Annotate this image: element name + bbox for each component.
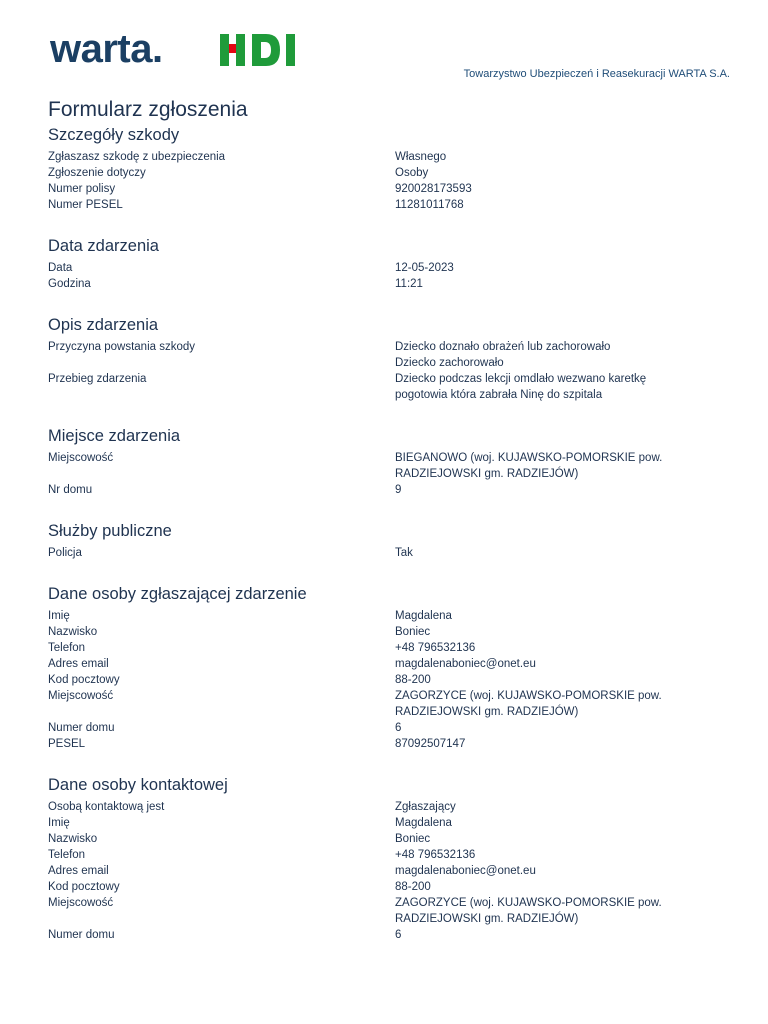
- field-value: Osoby: [395, 167, 429, 179]
- form-section: [48, 425, 738, 498]
- field-label: Miejscowość: [48, 452, 114, 464]
- field-label: Nazwisko: [48, 833, 98, 845]
- field-label: Osobą kontaktową jest: [48, 801, 165, 813]
- field-value: magdalenaboniec@onet.eu: [395, 658, 536, 670]
- hdi-logo: [220, 32, 320, 68]
- field-value: 11281011768: [395, 199, 464, 211]
- field-row: [48, 656, 738, 672]
- field-value: 11:21: [395, 278, 423, 290]
- field-value: Magdalena: [395, 817, 452, 829]
- field-row: [48, 545, 738, 561]
- field-row: [48, 165, 738, 181]
- form-section: [48, 235, 738, 292]
- field-row: [48, 879, 738, 895]
- field-value: ZAGORZYCE (woj. KUJAWSKO-POMORSKIE pow. RADZIEJOWSKI gm. RADZIEJÓW): [395, 897, 662, 925]
- field-value: BIEGANOWO (woj. KUJAWSKO-POMORSKIE pow. RADZIEJOWSKI gm. RADZIEJÓW): [395, 452, 663, 480]
- field-label: Adres email: [48, 658, 109, 670]
- field-row: [48, 181, 738, 197]
- field-row: [48, 847, 738, 863]
- field-label: Przyczyna powstania szkody: [48, 341, 196, 353]
- field-row: [48, 927, 738, 943]
- field-row: [48, 624, 738, 640]
- field-label: Zgłoszenie dotyczy: [48, 167, 146, 179]
- field-label: Telefon: [48, 642, 86, 654]
- field-label: Nazwisko: [48, 626, 98, 638]
- field-row: [48, 260, 738, 276]
- field-row: [48, 339, 738, 371]
- field-row: [48, 895, 738, 927]
- field-value: 9: [395, 484, 402, 496]
- section-title: Służby publiczne: [48, 522, 172, 540]
- form-section: [48, 583, 738, 752]
- field-label: Data: [48, 262, 73, 274]
- field-row: [48, 720, 738, 736]
- field-value: Tak: [395, 547, 413, 559]
- field-label: PESEL: [48, 738, 86, 750]
- field-row: [48, 736, 738, 752]
- field-value: 6: [395, 722, 402, 734]
- field-label: Imię: [48, 817, 70, 829]
- field-label: Imię: [48, 610, 70, 622]
- hdi-logo-text: HDI: [220, 32, 222, 33]
- field-label: Adres email: [48, 865, 109, 877]
- section-title: Szczegóły szkody: [48, 126, 180, 144]
- field-label: Przebieg zdarzenia: [48, 373, 147, 385]
- field-label: Zgłaszasz szkodę z ubezpieczenia: [48, 151, 226, 163]
- field-row: [48, 276, 738, 292]
- form-section: [48, 124, 738, 213]
- field-label: Godzina: [48, 278, 91, 290]
- field-label: Nr domu: [48, 484, 93, 496]
- field-value: 88-200: [395, 881, 431, 893]
- field-row: [48, 608, 738, 624]
- field-row: [48, 672, 738, 688]
- field-value: Dziecko podczas lekcji omdlało wezwano karetkę pogotowia która zabrała Ninę do szpitala: [395, 373, 647, 401]
- section-title: Dane osoby kontaktowej: [48, 776, 228, 794]
- field-row: [48, 640, 738, 656]
- field-value: Boniec: [395, 833, 431, 845]
- field-row: [48, 371, 738, 403]
- sections-container: [48, 124, 738, 943]
- section-title: Dane osoby zgłaszającej zdarzenie: [48, 585, 307, 603]
- field-row: [48, 450, 738, 482]
- field-label: Kod pocztowy: [48, 881, 120, 893]
- field-value: Zgłaszający: [395, 801, 456, 813]
- field-row: [48, 863, 738, 879]
- field-value: Dziecko doznało obrażeń lub zachorowało Dziecko zachorowało: [395, 341, 611, 369]
- field-row: [48, 799, 738, 815]
- field-value: 920028173593: [395, 183, 472, 195]
- field-value: Magdalena: [395, 610, 452, 622]
- field-value: 6: [395, 929, 402, 941]
- field-label: Numer domu: [48, 929, 115, 941]
- field-value: magdalenaboniec@onet.eu: [395, 865, 536, 877]
- section-title: Data zdarzenia: [48, 237, 159, 255]
- field-label: Kod pocztowy: [48, 674, 120, 686]
- field-value: 87092507147: [395, 738, 466, 750]
- field-row: [48, 482, 738, 498]
- field-row: [48, 815, 738, 831]
- field-label: Miejscowość: [48, 897, 114, 909]
- warta-logo: [48, 24, 208, 72]
- section-title: Opis zdarzenia: [48, 316, 159, 334]
- field-value: 12-05-2023: [395, 262, 454, 274]
- field-row: [48, 831, 738, 847]
- section-title: Miejsce zdarzenia: [48, 427, 181, 445]
- field-row: [48, 149, 738, 165]
- field-label: Telefon: [48, 849, 86, 861]
- field-value: +48 796532136: [395, 849, 476, 861]
- field-value: Własnego: [395, 151, 447, 163]
- document-title: Formularz zgłoszenia: [48, 98, 248, 121]
- field-label: Numer polisy: [48, 183, 116, 195]
- form-section: [48, 314, 738, 403]
- field-row: [48, 197, 738, 213]
- form-section: [48, 774, 738, 943]
- field-row: [48, 688, 738, 720]
- header: [0, 0, 768, 95]
- company-name: Towarzystwo Ubezpieczeń i Reasekuracji WARTA S.A.: [463, 68, 730, 80]
- field-label: Numer PESEL: [48, 199, 123, 211]
- field-label: Miejscowość: [48, 690, 114, 702]
- field-label: Policja: [48, 547, 82, 559]
- form-content: [48, 96, 738, 965]
- field-value: 88-200: [395, 674, 431, 686]
- field-value: Boniec: [395, 626, 431, 638]
- form-section: [48, 520, 738, 561]
- field-label: Numer domu: [48, 722, 115, 734]
- warta-logo-text: warta.: [50, 27, 163, 71]
- field-value: ZAGORZYCE (woj. KUJAWSKO-POMORSKIE pow. RADZIEJOWSKI gm. RADZIEJÓW): [395, 690, 662, 718]
- field-value: +48 796532136: [395, 642, 476, 654]
